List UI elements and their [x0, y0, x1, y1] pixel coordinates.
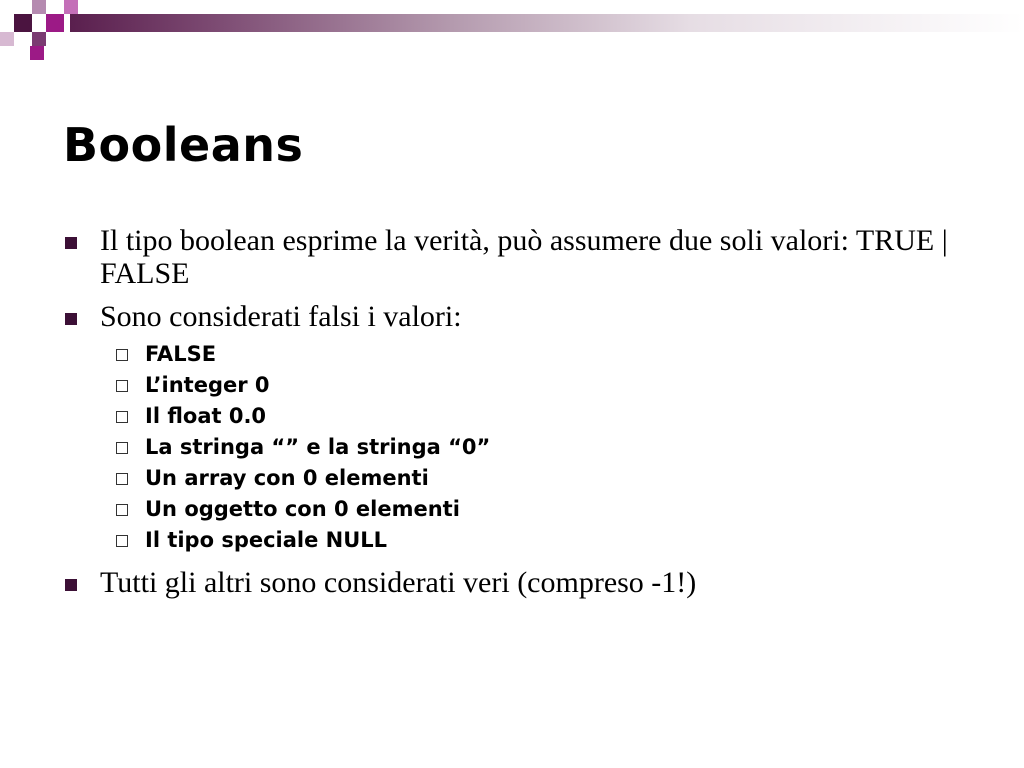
hollow-square-bullet-icon	[116, 411, 128, 423]
square-bullet-icon	[65, 579, 77, 591]
sub-bullet-text: Un array con 0 elementi	[145, 466, 429, 490]
sub-bullet-item	[100, 525, 963, 556]
decor-square	[32, 0, 46, 14]
bullet-list	[63, 224, 963, 609]
hollow-square-bullet-icon	[116, 504, 128, 516]
bullet-text: Il tipo boolean esprime la verità, può assumere due soli valori: TRUE | FALSE	[100, 224, 948, 290]
decor-square	[14, 14, 32, 32]
sub-bullet-item	[100, 463, 963, 494]
sub-bullet-text: La stringa “” e la stringa “0”	[145, 435, 491, 459]
sub-bullet-list	[100, 339, 963, 556]
square-bullet-icon	[65, 313, 77, 325]
bullet-item	[63, 224, 963, 290]
hollow-square-bullet-icon	[116, 380, 128, 392]
sub-bullet-text: FALSE	[145, 342, 217, 366]
sub-bullet-text: Un oggetto con 0 elementi	[145, 497, 460, 521]
sub-bullet-item	[100, 494, 963, 525]
sub-bullet-item	[100, 370, 963, 401]
sub-bullet-item	[100, 339, 963, 370]
bullet-text: Tutti gli altri sono considerati veri (compreso -1!)	[100, 566, 697, 599]
bullet-text: Sono considerati falsi i valori:	[100, 300, 462, 333]
hollow-square-bullet-icon	[116, 349, 128, 361]
decor-square	[64, 0, 78, 14]
decor-square	[46, 14, 64, 32]
decor-square	[30, 46, 44, 60]
hollow-square-bullet-icon	[116, 535, 128, 547]
sub-bullet-item	[100, 432, 963, 463]
sub-bullet-item	[100, 401, 963, 432]
hollow-square-bullet-icon	[116, 442, 128, 454]
hollow-square-bullet-icon	[116, 473, 128, 485]
sub-bullet-text: L’integer 0	[145, 373, 270, 397]
header-gradient-band	[70, 14, 1024, 32]
decor-square	[0, 32, 14, 46]
bullet-item	[63, 300, 963, 556]
decor-square	[32, 32, 46, 46]
sub-bullet-text: Il tipo speciale NULL	[145, 528, 388, 552]
sub-bullet-text: Il float 0.0	[145, 404, 267, 428]
bullet-item	[63, 566, 963, 599]
slide-title: Booleans	[63, 118, 304, 172]
square-bullet-icon	[65, 237, 77, 249]
